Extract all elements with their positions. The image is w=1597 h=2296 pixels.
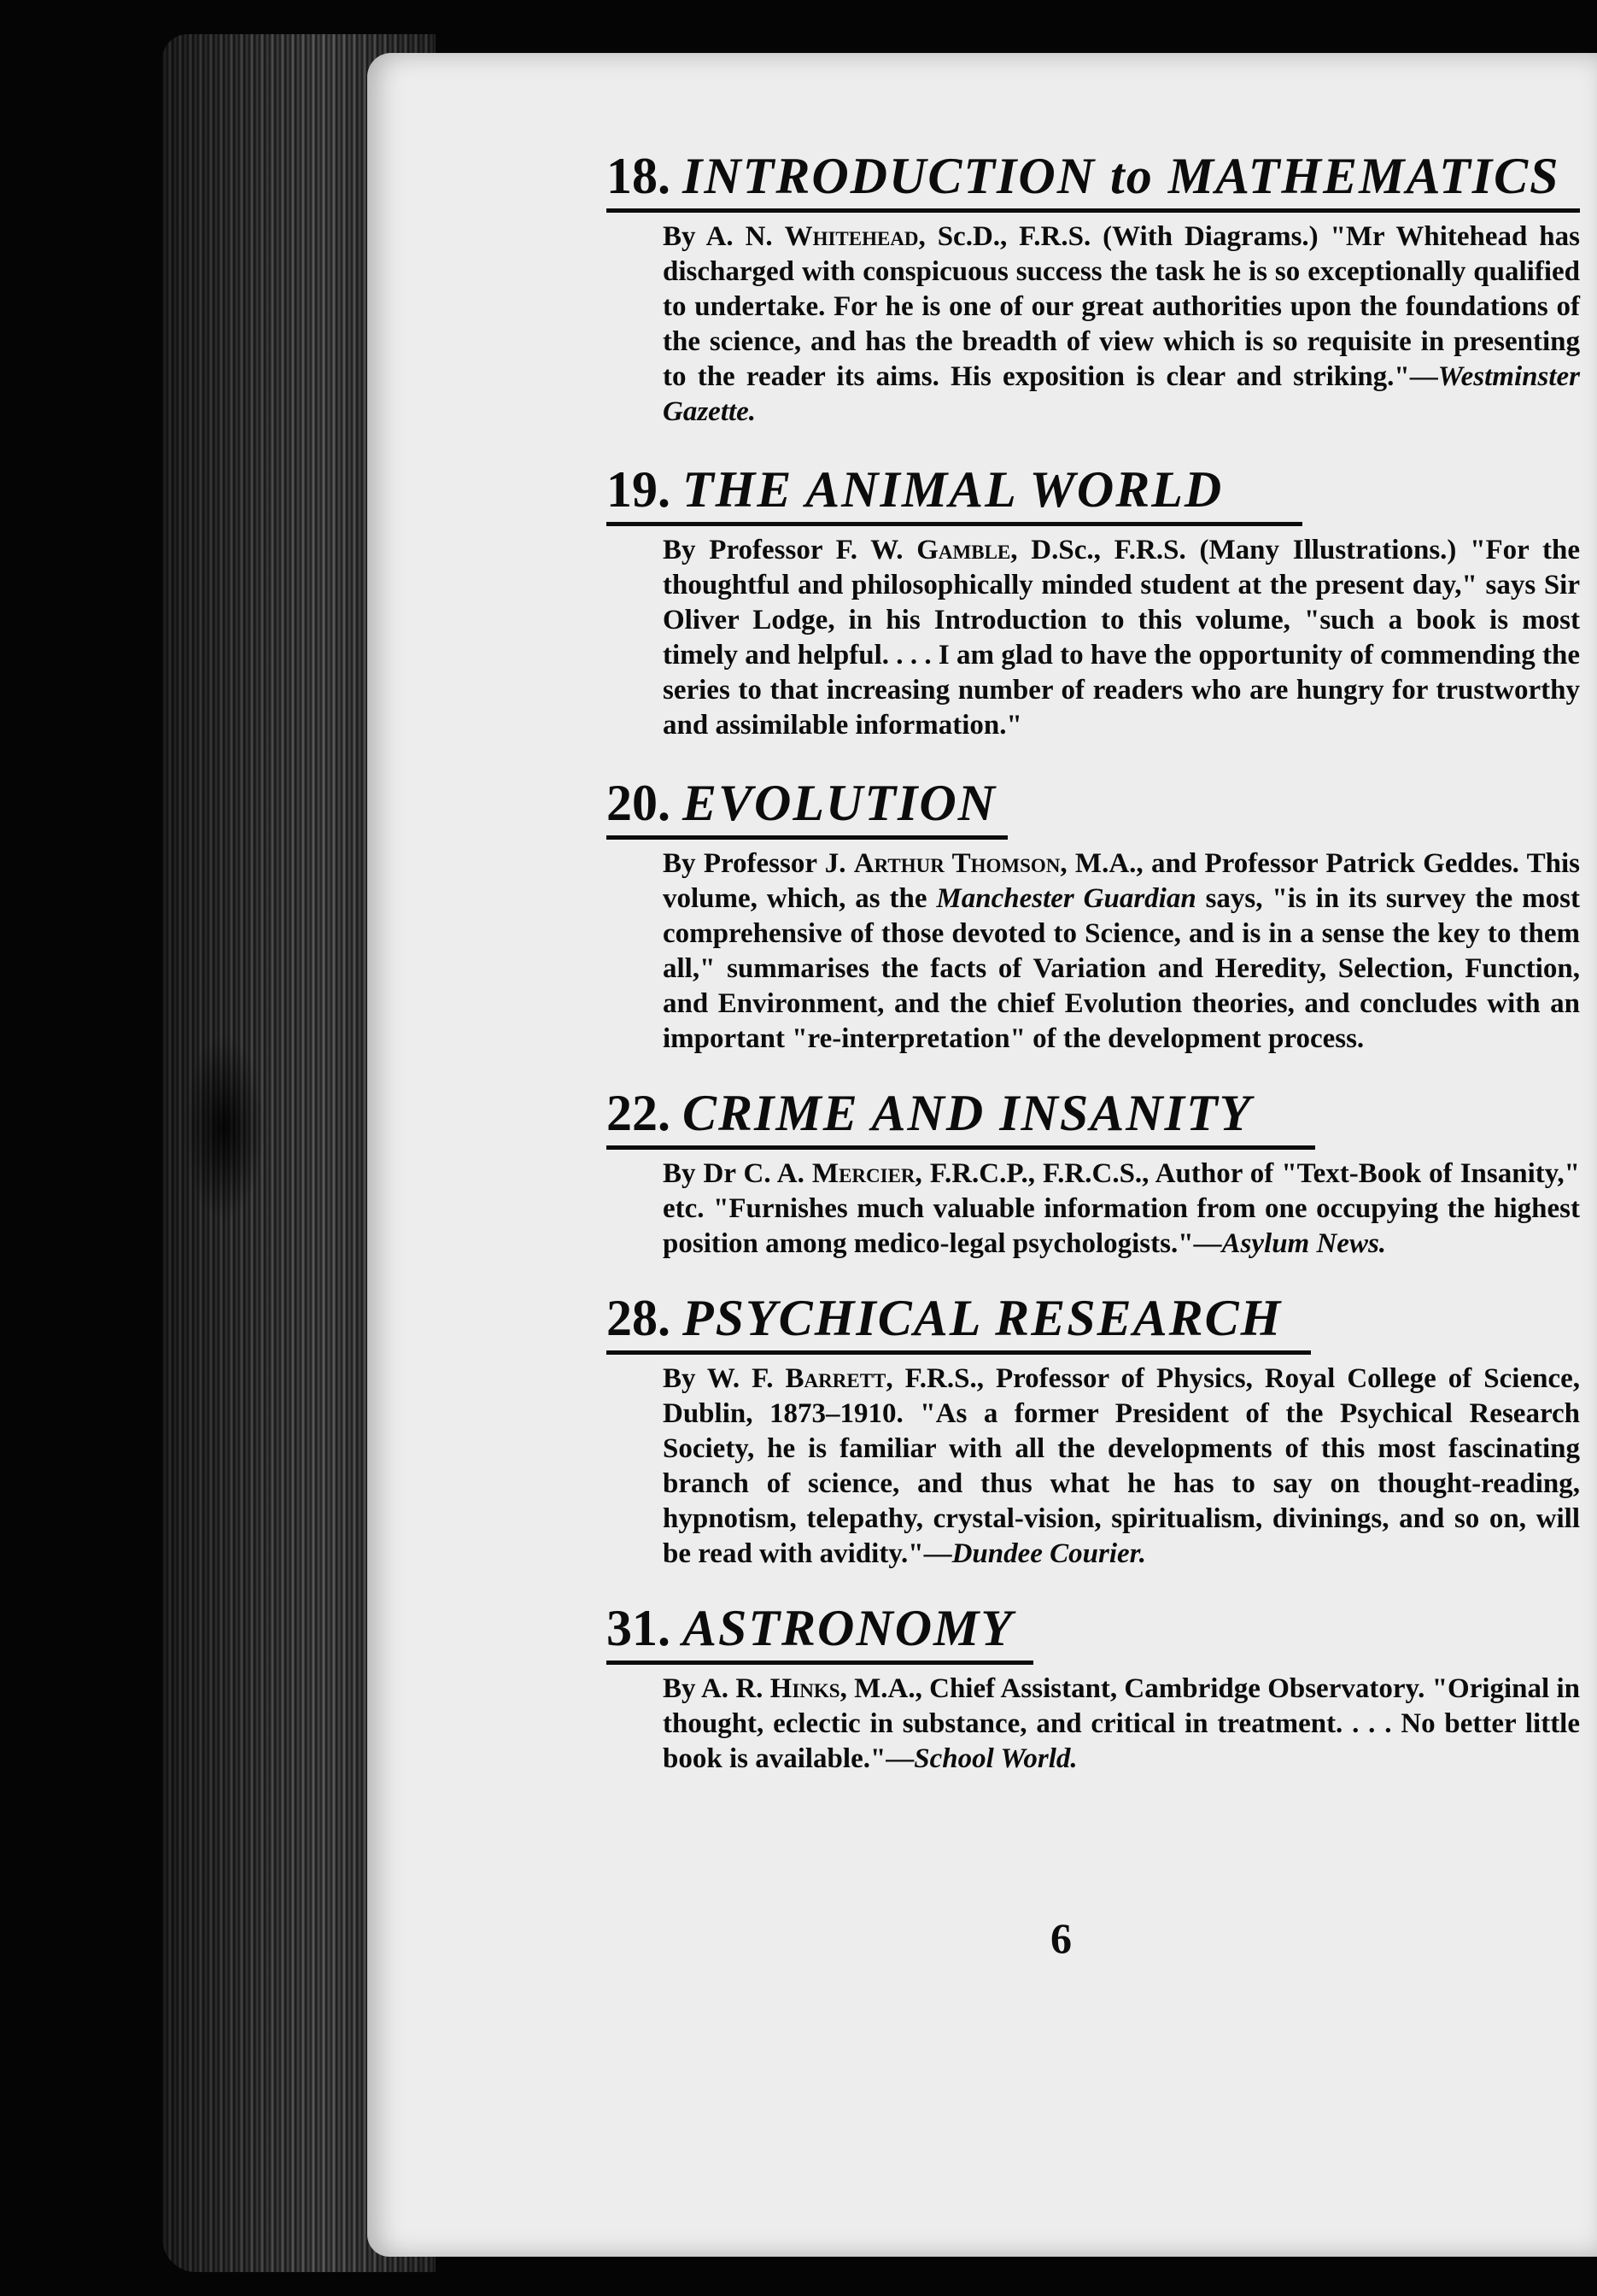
entry-heading [606, 145, 1580, 207]
byline: By Dr C. A. [663, 1158, 812, 1189]
entry-description [663, 533, 1580, 743]
entry-number: 19. [606, 461, 670, 518]
entry-heading [606, 1287, 1580, 1349]
entry-number: 18. [606, 148, 670, 204]
review-text: "As a former President of the Psychical Research Society, he is familiar with all the developments of this most fascinating branch of science, and thus what he has to say on thought-reading, hypnotism, telepathy, crystal-vision, spiritualism, divinings, and so on, will be read with avidity."— [663, 1398, 1580, 1569]
credentials: , M.A., Chief Assistant, Cambridge Observatory. [839, 1673, 1432, 1704]
review-text: says, "is in its survey the most comprehensive of those devoted to Science, and is in a sense the key to them all," summarises the facts of Variation and Heredity, Selection, Function, and Environment, and the chief Evolution theories, and concludes with an important "re-interpretation" of the development process. [663, 883, 1580, 1054]
credentials: , F.R.S., Professor of Physics, Royal College of Science, Dublin, 1873–1910. [663, 1363, 1580, 1429]
review-text: "For the thoughtful and philosophically minded student at the present day," says Sir Oliver Lodge, in his Introduction to this volume, "such a book is most timely and helpful. . . . I am glad to have the opportunity of commending the series to that increasing number of readers who are hungry for trustworthy and assimilable information." [663, 535, 1580, 741]
page-number: 6 [1050, 1914, 1072, 1962]
author-name: Hinks [769, 1673, 840, 1704]
review-text: "Original in thought, eclectic in substance, and critical in treatment. . . . No better little book is available."— [663, 1673, 1580, 1774]
entry-description [663, 846, 1580, 1057]
entry-description [663, 1672, 1580, 1777]
review-text: This volume, which, as the [663, 848, 1580, 914]
byline: By A. R. [663, 1673, 770, 1704]
entry-31 [606, 1597, 1580, 1777]
author-name: Whitehead [784, 221, 919, 252]
entry-title: ASTRONOMY [682, 1600, 1015, 1656]
entry-18 [606, 145, 1580, 430]
entry-title: THE ANIMAL WORLD [682, 461, 1224, 518]
heading-rule [606, 835, 1008, 840]
byline: By A. N. [663, 221, 785, 252]
entry-title: PSYCHICAL RESEARCH [682, 1290, 1283, 1346]
entry-20 [606, 772, 1580, 1057]
review-source: Manchester Guardian [936, 883, 1196, 914]
credentials: , D.Sc., F.R.S. (Many Illustrations.) [1010, 535, 1471, 565]
review-source: Dundee Courier. [951, 1538, 1146, 1569]
review-source: Asylum News. [1221, 1228, 1387, 1259]
entry-description [663, 1362, 1580, 1572]
heading-rule [606, 1350, 1311, 1355]
entry-22 [606, 1082, 1580, 1262]
credentials: , Sc.D., F.R.S. (With Diagrams.) [918, 221, 1331, 252]
entry-heading [606, 772, 1580, 834]
heading-rule [606, 522, 1302, 526]
entry-19 [606, 459, 1580, 743]
author-name: Gamble [916, 535, 1011, 565]
entry-title: INTRODUCTION to MATHEMATICS [682, 148, 1560, 204]
entry-28 [606, 1287, 1580, 1572]
credentials: , M.A., and Professor Patrick Geddes. [1060, 848, 1527, 879]
entry-description [663, 220, 1580, 430]
review-source: School World. [914, 1743, 1078, 1774]
author-name: Arthur Thomson [853, 848, 1061, 879]
byline: By Professor F. W. [663, 535, 917, 565]
review-source: Westminster Gazette. [663, 361, 1580, 427]
entry-heading [606, 459, 1580, 520]
review-text: "Mr Whitehead has discharged with conspicuous success the task he is so exceptionally qualified to undertake. For he is one of our great authorities upon the foundations of the science, and has the breadth of view which is so requisite in presenting to the reader its aims. His exposition is clear and striking."— [663, 221, 1580, 392]
entry-number: 31. [606, 1600, 670, 1656]
entry-heading [606, 1597, 1580, 1659]
author-name: Mercier [811, 1158, 915, 1189]
entry-description [663, 1157, 1580, 1262]
author-name: Barrett [785, 1363, 886, 1394]
heading-rule [606, 1145, 1315, 1150]
catalogue-listing [606, 145, 1580, 1777]
heading-rule [606, 208, 1580, 213]
entry-number: 20. [606, 775, 670, 831]
entry-number: 22. [606, 1085, 670, 1141]
entry-title: CRIME AND INSANITY [682, 1085, 1253, 1141]
byline: By W. F. [663, 1363, 786, 1394]
entry-heading [606, 1082, 1580, 1144]
byline: By Professor J. [663, 848, 854, 879]
edge-stamp-smudge [184, 1034, 265, 1221]
heading-rule [606, 1660, 1033, 1665]
entry-title: EVOLUTION [682, 775, 997, 831]
entry-number: 28. [606, 1290, 670, 1346]
credentials: , F.R.C.P., F.R.C.S., Author of "Text-Book of Insanity," etc. [663, 1158, 1580, 1224]
review-text: "Furnishes much valuable information from one occupying the highest position among medico-legal psychologists."— [663, 1193, 1580, 1259]
